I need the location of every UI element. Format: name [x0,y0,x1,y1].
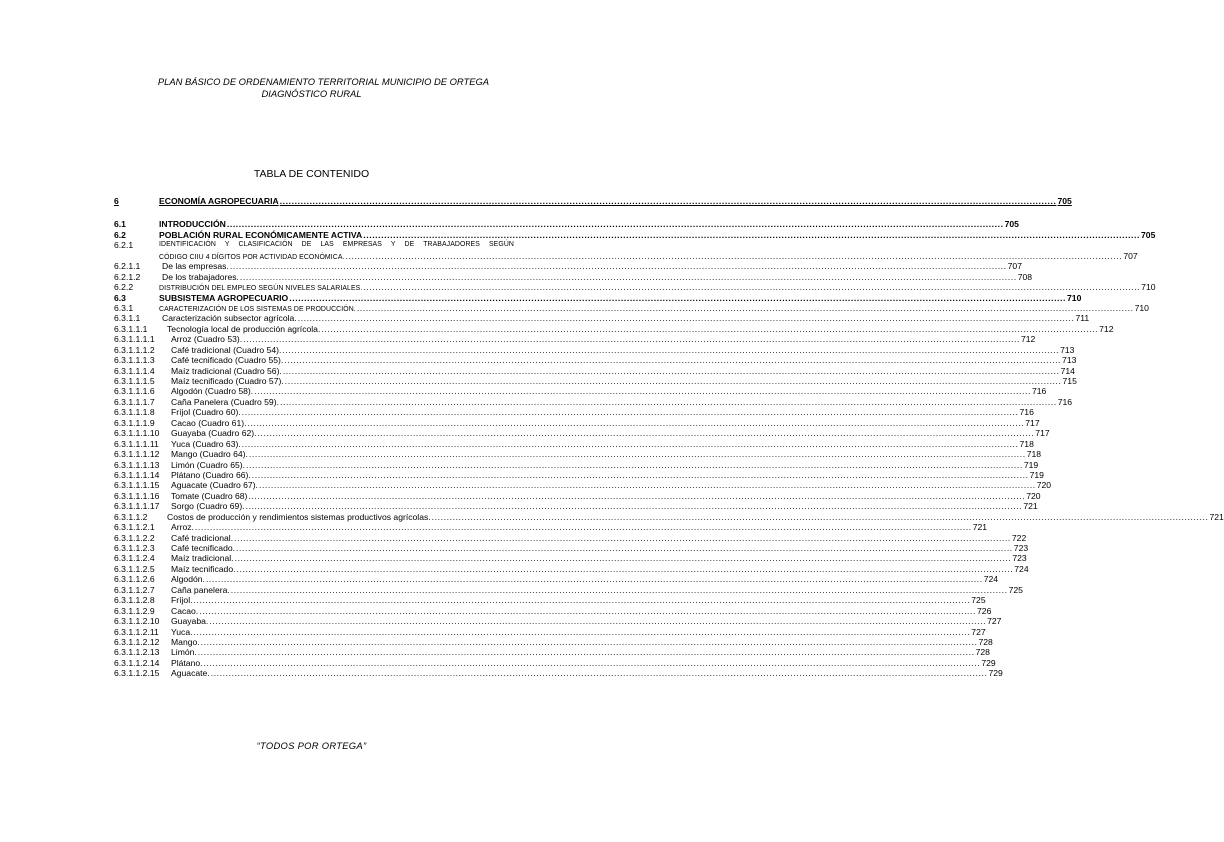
toc-entry[interactable] [114,543,1029,553]
toc-entry-number: 6.3.1.1.2.7 [114,584,155,595]
toc-entry[interactable] [114,240,514,250]
toc-leader-dots: .................................................................................................................................................................................................................................................................... [345,250,1123,261]
toc-entry-page: 708 [1017,271,1033,282]
toc-entry-number: 6.3.1.1.2.2 [114,532,155,543]
toc-leader-dots: .................................................................................................................................................................................................................................................................... [236,563,1014,574]
toc-leader-dots: .................................................................................................................................................................................................................................................................... [210,668,988,679]
toc-entry-title: Limón (Cuadro 65). [171,459,246,470]
toc-entry-number: 6.2 [114,229,126,240]
toc-entry-title: Maíz tecnificado. [171,563,236,574]
toc-entry-number: 6.3.1.1.1 [114,323,148,334]
toc-leader-dots: .................................................................................................................................................................................................................................................................... [284,355,1062,366]
toc-entry-number: 6.3.1.1.1.5 [114,376,155,386]
toc-entry[interactable] [114,302,1149,313]
toc-entry-page: 727 [971,626,986,637]
toc-entry[interactable] [114,282,1156,293]
toc-entry-number: 6.3.1.1.1.16 [114,490,160,501]
toc-entry[interactable] [114,553,1027,564]
toc-entry-page: 710 [1067,292,1082,303]
toc-leader-dots: .................................................................................................................................................................................................................................................................... [226,219,1004,230]
toc-entry-title: CÓDIGO CIIU 4 DÍGITOS POR ACTIVIDAD ECONÓMICA. [159,253,345,261]
toc-entry-title: Plátano (Cuadro 66). [171,469,251,480]
toc-leader-dots: .................................................................................................................................................................................................................................................................... [251,469,1029,480]
toc-entry-title: ECONOMÍA AGROPECUARIA [159,196,279,206]
toc-entry-number: 6.3.1.1.1.13 [114,459,160,470]
toc-entry-page: 723 [1013,543,1029,553]
toc-entry[interactable] [114,449,1042,460]
toc-leader-dots: .................................................................................................................................................................................................................................................................... [321,323,1099,334]
toc-entry-title: Aguacate. [171,668,210,679]
toc-entry[interactable] [114,344,1075,355]
toc-entry[interactable] [114,469,1044,480]
toc-leader-dots: .................................................................................................................................................................................................................................................................... [197,647,975,658]
toc-entry-number: 6.3.1.1.2.4 [114,553,155,564]
toc-entry-page: 729 [981,657,996,668]
toc-entry-page: 710 [1134,302,1149,313]
toc-leader-dots: .................................................................................................................................................................................................................................................................... [363,229,1141,240]
toc-entry-number: 6.3.1 [114,302,134,313]
toc-entry-number: 6.3.1.1.2.14 [114,657,160,668]
toc-entry[interactable] [114,480,1052,491]
toc-entry[interactable] [114,584,1023,595]
toc-entry-page: 721 [1209,511,1224,522]
toc-entry-title: Café tecnificado (Cuadro 55). [171,355,284,366]
toc-entry-title: Maíz tecnificado (Cuadro 57). [171,376,284,386]
toc-leader-dots: .................................................................................................................................................................................................................................................................... [194,522,972,533]
toc-entry[interactable] [114,490,1041,501]
toc-leader-dots: .................................................................................................................................................................................................................................................................... [203,657,981,668]
toc-leader-dots: .................................................................................................................................................................................................................................................................... [230,584,1008,595]
toc-entry-title: Costos de producción y rendimientos sistemas productivos agrícolas. [167,511,431,522]
toc-entry-number: 6 [114,196,119,206]
toc-entry-number: 6.3.1.1 [114,313,141,324]
toc-entry-title: SUBSISTEMA AGROPECUARIO [159,292,289,303]
toc-entry-title: Yuca. [171,626,193,637]
toc-entry-page: 728 [978,636,993,647]
toc-entry-title: Guayaba (Cuadro 62). [171,428,257,439]
toc-entry[interactable] [114,428,1050,439]
toc-entry-number: 6.3.1.1.2.6 [114,574,155,585]
toc-entry-title: Maíz tradicional (Cuadro 56). [171,365,282,376]
toc-entry-title: Tecnología local de producción agrícola. [167,323,321,334]
page-header [0,76,595,99]
header-title: PLAN BÁSICO DE ORDENAMIENTO TERRITORIAL MUNICIPIO DE ORTEGA [157,76,490,87]
toc-entry-title: De las empresas. [162,261,229,272]
toc-entry-title: Arroz (Cuadro 53). [171,334,243,345]
toc-entry-title: Fríjol (Cuadro 60). [171,407,241,418]
toc-entry[interactable] [114,522,988,533]
toc-entry-title: De los trabajadores. [162,271,239,282]
toc-leader-dots: .................................................................................................................................................................................................................................................................... [200,636,978,647]
toc-entry-title: POBLACIÓN RURAL ECONÓMICAMENTE ACTIVA [159,229,363,240]
toc-entry-number: 6.3.1.1.1.6 [114,386,155,397]
toc-entry-title: Limón. [171,647,197,658]
toc-entry-title: Yuca (Cuadro 63). [171,438,241,449]
toc-entry-number: 6.3.1.1.2.8 [114,595,155,606]
toc-entry-page: 724 [1014,563,1029,574]
toc-entry[interactable] [114,417,1040,428]
toc-entry-number: 6.3.1.1.1.14 [114,469,160,480]
toc-entry[interactable] [114,271,1033,282]
toc-entry-number: 6.3.1.1.2.1 [114,522,155,533]
toc-entry-page: 716 [1019,407,1034,418]
toc-entry-number: 6.3.1.1.1.7 [114,396,155,407]
toc-entry-title: Mango (Cuadro 64). [171,449,248,460]
toc-entry-number: 6.3.1.1.1.2 [114,344,155,355]
toc-entry[interactable] [114,459,1039,470]
toc-entry-number: 6.2.1.2 [114,271,141,282]
toc-entry-page: 727 [987,616,1002,627]
toc-entry-page: 710 [1141,282,1156,293]
toc-entry-number: 6.3.1.1.2.15 [114,668,160,679]
toc-entry-page: 720 [1026,490,1041,501]
toc-entry-title: INTRODUCCIÓN [159,219,226,230]
toc-entry-number: 6.2.1.1 [114,261,141,272]
toc-entry-page: 718 [1019,438,1034,449]
toc-leader-dots: .................................................................................................................................................................................................................................................................... [234,532,1011,543]
toc-entry-title: IDENTIFICACIÓN Y CLASIFICACIÓN DE LAS EMPRESAS Y DE TRABAJADORES SEGÚN [159,241,514,249]
toc-leader-dots: .................................................................................................................................................................................................................................................................... [193,626,971,637]
toc-leader-dots: .................................................................................................................................................................................................................................................................... [257,428,1035,439]
toc-entry[interactable] [114,563,1029,574]
toc-entry-page: 718 [1026,449,1042,460]
toc-entry[interactable] [114,313,1090,324]
toc-entry-title: DISTRIBUCIÓN DEL EMPLEO SEGÚN NIVELES SALARIALES. [159,285,363,293]
toc-entry[interactable] [114,616,1002,627]
toc-entry-number: 6.3.1.1.2 [114,511,148,522]
toc-entry-title: Caña panelera. [171,584,230,595]
toc-entry-page: 723 [1012,553,1027,564]
toc-leader-dots: .................................................................................................................................................................................................................................................................... [282,344,1060,355]
toc-leader-dots: .................................................................................................................................................................................................................................................................... [246,459,1023,470]
toc-entry[interactable] [114,229,1156,240]
toc-leader-dots: .................................................................................................................................................................................................................................................................... [258,480,1036,491]
toc-entry-title: Arroz. [171,522,194,533]
toc-entry-page: 716 [1057,396,1073,407]
toc-entry-number: 6.3.1.1.2.11 [114,626,159,637]
toc-entry[interactable] [114,386,1047,397]
toc-entry[interactable] [114,647,990,658]
toc-entry-title: Aguacate (Cuadro 67). [171,480,258,491]
toc-leader-dots: .................................................................................................................................................................................................................................................................... [199,605,977,616]
table-of-contents [114,196,1224,679]
toc-entry-title: Caracterización subsector agrícola. [162,313,297,324]
toc-entry-page: 705 [1004,219,1019,230]
toc-entry-title: Algodón (Cuadro 58). [171,386,254,397]
toc-entry[interactable] [114,355,1077,366]
toc-entry-page: 729 [988,668,1003,679]
toc-entry-page: 705 [1141,229,1156,240]
toc-entry-page: 726 [977,605,992,616]
toc-leader-dots: .................................................................................................................................................................................................................................................................... [279,196,1057,206]
toc-entry-number: 6.3.1.1.1.17 [114,501,160,512]
toc-entry[interactable] [114,595,986,606]
toc-leader-dots: .................................................................................................................................................................................................................................................................... [193,595,971,606]
toc-entry-number: 6.3.1.1.2.5 [114,563,155,574]
toc-entry[interactable] [114,365,1075,376]
toc-leader-dots: .................................................................................................................................................................................................................................................................... [356,302,1134,313]
toc-entry-page: 711 [1075,313,1090,324]
toc-entry-page: 725 [1008,584,1023,595]
toc-title: TABLA DE CONTENIDO [253,168,370,180]
toc-entry-title: Tomate (Cuadro 68) [171,490,248,501]
toc-leader-dots: .................................................................................................................................................................................................................................................................... [241,407,1019,418]
toc-entry-title: Mango. [171,636,200,647]
toc-entry[interactable] [114,250,1138,261]
toc-entry-page: 721 [1023,501,1038,512]
toc-entry-title: Cacao. [171,605,199,616]
toc-entry-title: Cacao (Cuadro 61). [171,417,247,428]
toc-entry[interactable] [114,511,1224,522]
toc-entry-number: 6.3.1.1.1.10 [114,428,160,439]
toc-leader-dots: .................................................................................................................................................................................................................................................................... [205,574,983,585]
toc-entry-number: 6.3.1.1.1.8 [114,407,155,418]
toc-entry-title: Café tradicional. [171,532,234,543]
toc-leader-dots: .................................................................................................................................................................................................................................................................... [284,376,1062,386]
toc-entry-number: 6.3.1.1.1.9 [114,417,155,428]
toc-entry[interactable] [114,574,999,585]
toc-entry[interactable] [114,196,1072,206]
toc-leader-dots: .................................................................................................................................................................................................................................................................... [254,386,1031,397]
toc-entry[interactable] [114,261,1022,272]
toc-entry-page: 728 [975,647,990,658]
toc-entry-page: 717 [1025,417,1040,428]
toc-entry[interactable] [114,438,1034,449]
toc-entry[interactable] [114,376,1077,386]
toc-entry-title: Caña Panelera (Cuadro 59). [171,396,279,407]
toc-entry-number: 6.1 [114,219,126,230]
toc-entry-title: Guayaba. [171,616,209,627]
toc-leader-dots: .................................................................................................................................................................................................................................................................... [209,616,987,627]
toc-entry-title: CARACTERIZACIÓN DE LOS SISTEMAS DE PRODUCCIÓN. [159,305,356,313]
toc-entry-page: 712 [1099,323,1114,334]
toc-entry-number: 6.3.1.1.2.13 [114,647,160,658]
toc-entry-page: 721 [972,522,988,533]
header-subtitle: DIAGNÓSTICO RURAL [261,87,362,99]
toc-entry-number: 6.3.1.1.2.12 [114,636,160,647]
toc-entry-page: 725 [971,595,986,606]
toc-entry-number: 6.3.1.1.1.12 [114,449,160,460]
toc-entry-number: 6.2.1 [114,240,134,251]
toc-leader-dots: .................................................................................................................................................................................................................................................................... [234,553,1012,564]
toc-entry[interactable] [114,292,1082,303]
toc-entry-page: 722 [1011,532,1027,543]
toc-entry[interactable] [114,532,1027,543]
toc-leader-dots: .................................................................................................................................................................................................................................................................... [282,365,1060,376]
toc-entry-title: Maíz tradicional. [171,553,234,564]
toc-entry-number: 6.3.1.1.1.15 [114,480,160,491]
toc-entry-page: 719 [1023,459,1039,470]
toc-entry-number: 6.3.1.1.1.4 [114,365,155,376]
toc-entry-page: 714 [1060,365,1075,376]
toc-entry-title: Sorgo (Cuadro 69). [171,501,245,512]
toc-leader-dots: .................................................................................................................................................................................................................................................................... [289,292,1067,303]
toc-leader-dots: .................................................................................................................................................................................................................................................................... [229,261,1007,272]
toc-entry[interactable] [114,407,1034,418]
toc-entry[interactable] [114,219,1019,230]
toc-entry-number: 6.3 [114,292,126,303]
toc-entry-page: 720 [1036,480,1052,491]
toc-entry[interactable] [114,501,1038,512]
toc-entry[interactable] [114,636,993,647]
toc-entry-number: 6.3.1.1.2.10 [114,616,160,627]
toc-entry-number: 6.3.1.1.1.11 [114,438,159,449]
toc-entry-title: Café tradicional (Cuadro 54). [171,344,282,355]
toc-leader-dots: .................................................................................................................................................................................................................................................................... [243,334,1020,345]
toc-entry-number: 6.3.1.1.2.9 [114,605,155,616]
toc-entry-title: Café tecnificado. [171,543,236,553]
toc-leader-dots: .................................................................................................................................................................................................................................................................... [363,282,1141,293]
toc-leader-dots: .................................................................................................................................................................................................................................................................... [248,490,1026,501]
toc-entry-page: 713 [1062,355,1077,366]
toc-leader-dots: .................................................................................................................................................................................................................................................................... [241,438,1019,449]
toc-entry[interactable] [114,323,1114,334]
toc-entry[interactable] [114,334,1036,345]
toc-entry-page: 713 [1060,344,1075,355]
toc-entry-title: Plátano. [171,657,203,668]
toc-entry-page: 712 [1020,334,1036,345]
toc-entry-number: 6.3.1.1.2.3 [114,543,155,553]
toc-leader-dots: .................................................................................................................................................................................................................................................................... [431,511,1209,522]
toc-entry-page: 707 [1007,261,1022,272]
toc-entry-page: 715 [1062,376,1077,386]
toc-entry-page: 719 [1029,469,1044,480]
toc-entry[interactable] [114,626,986,637]
toc-leader-dots: .................................................................................................................................................................................................................................................................... [236,543,1013,553]
toc-leader-dots: .................................................................................................................................................................................................................................................................... [248,449,1026,460]
toc-entry-title: Fríjol. [171,595,193,606]
toc-entry-number: 6.3.1.1.1.3 [114,355,155,366]
toc-entry-page: 707 [1123,250,1138,261]
toc-entry-page: 705 [1057,196,1072,206]
toc-entry[interactable] [114,605,992,616]
toc-entry-number: 6.3.1.1.1.1 [114,334,155,345]
toc-leader-dots: .................................................................................................................................................................................................................................................................... [279,396,1057,407]
toc-entry-title: Algodón. [171,574,205,585]
toc-entry-page: 724 [983,574,999,585]
toc-leader-dots: .................................................................................................................................................................................................................................................................... [239,271,1017,282]
toc-entry-number: 6.2.2 [114,282,134,293]
toc-leader-dots: .................................................................................................................................................................................................................................................................... [245,501,1023,512]
toc-entry[interactable] [114,657,996,668]
toc-entry-page: 717 [1035,428,1050,439]
toc-leader-dots: .................................................................................................................................................................................................................................................................... [297,313,1075,324]
page-footer: “TODOS POR ORTEGA” [256,740,367,751]
toc-entry[interactable] [114,668,1003,679]
toc-entry-page: 716 [1031,386,1047,397]
toc-entry[interactable] [114,396,1073,407]
toc-leader-dots: .................................................................................................................................................................................................................................................................... [247,417,1025,428]
